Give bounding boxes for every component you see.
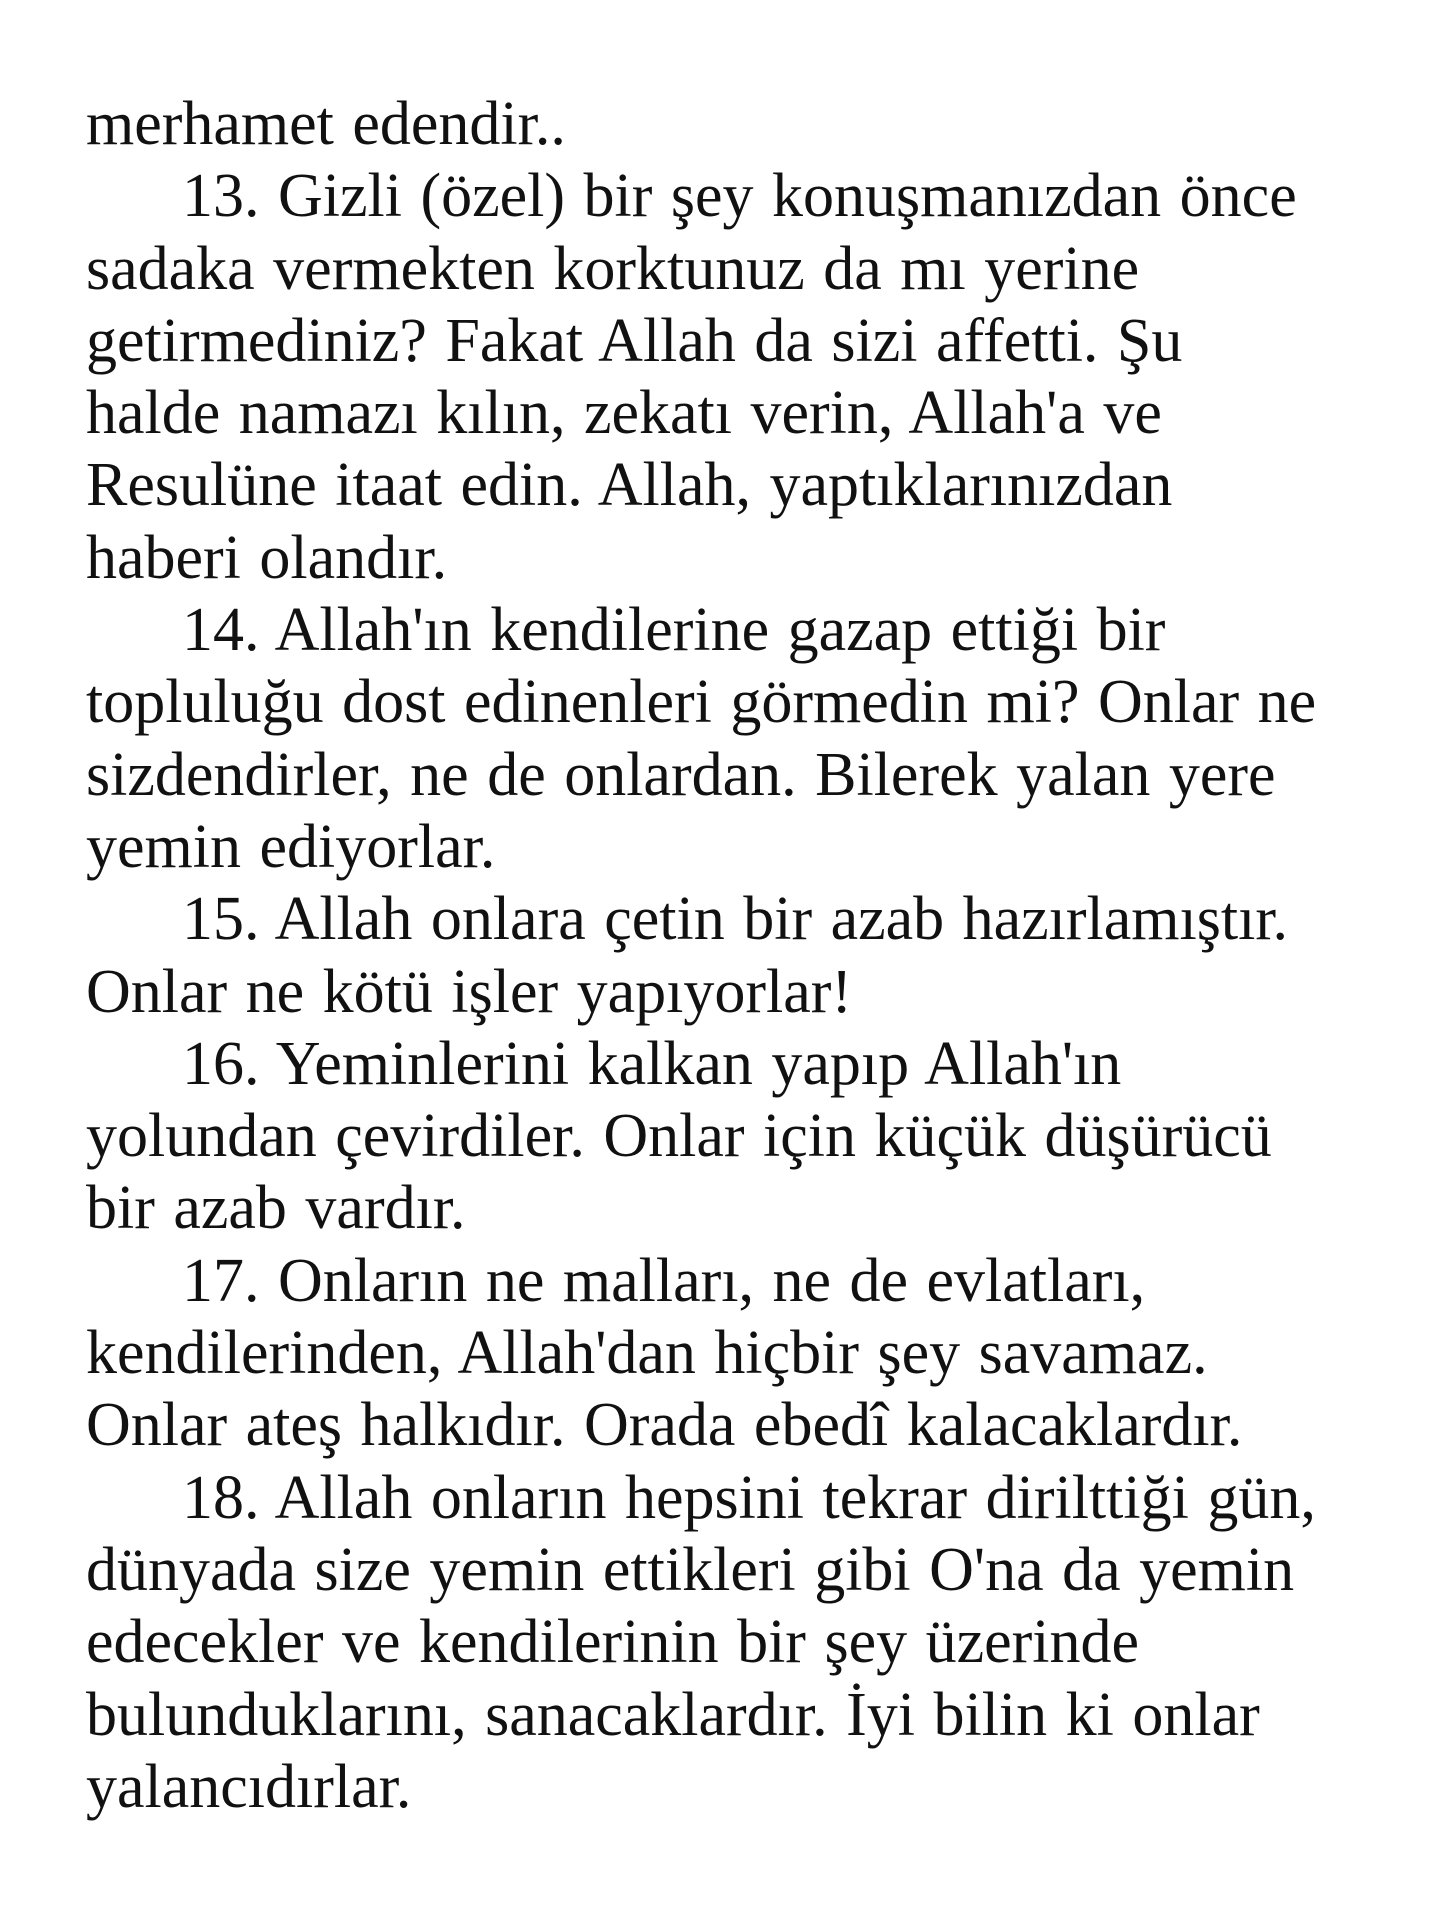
text-line: kendilerinden, Allah'dan hiçbir şey savamaz. [86,1319,1208,1388]
text-line: yalancıdırlar. [86,1752,412,1821]
page-text [86,88,1416,1823]
text-line: yemin ediyorlar. [86,812,496,881]
text-line: Onlar ateş halkıdır. Orada ebedî kalacaklardır. [86,1391,1243,1460]
verse-16-start: 16. Yeminlerini kalkan yapıp Allah'ın [182,1029,1122,1098]
text-line: topluluğu dost edinenleri görmedin mi? Onlar ne [86,668,1317,737]
verse-18-start: 18. Allah onların hepsini tekrar dirilttiği gün, [182,1463,1316,1532]
text-line: haberi olandır. [86,523,448,592]
text-line: bir azab vardır. [86,1174,466,1243]
text-line: edecekler ve kendilerinin bir şey üzerinde [86,1608,1140,1677]
text-line: sizdendirler, ne de onlardan. Bilerek yalan yere [86,740,1276,809]
verse-17-start: 17. Onların ne malları, ne de evlatları, [182,1246,1146,1315]
text-line: Onlar ne kötü işler yapıyorlar! [86,957,853,1026]
text-line: yolundan çevirdiler. Onlar için küçük düşürücü [86,1102,1272,1171]
text-line: getirmediniz? Fakat Allah da sizi affetti. Şu [86,306,1183,375]
text-line: Resulüne itaat edin. Allah, yaptıklarınızdan [86,451,1173,520]
verse-14-start: 14. Allah'ın kendilerine gazap ettiği bir [182,596,1166,665]
text-line: sadaka vermekten korktunuz da mı yerine [86,234,1140,303]
verse-13-start: 13. Gizli (özel) bir şey konuşmanızdan önce [182,162,1297,231]
verse-15-start: 15. Allah onlara çetin bir azab hazırlamıştır. [182,885,1289,954]
text-line: halde namazı kılın, zekatı verin, Allah'a ve [86,379,1162,448]
text-line: merhamet edendir.. [86,90,566,158]
text-line: bulunduklarını, sanacaklardır. İyi bilin ki onlar [86,1680,1260,1749]
text-line: dünyada size yemin ettikleri gibi O'na da yemin [86,1535,1295,1604]
